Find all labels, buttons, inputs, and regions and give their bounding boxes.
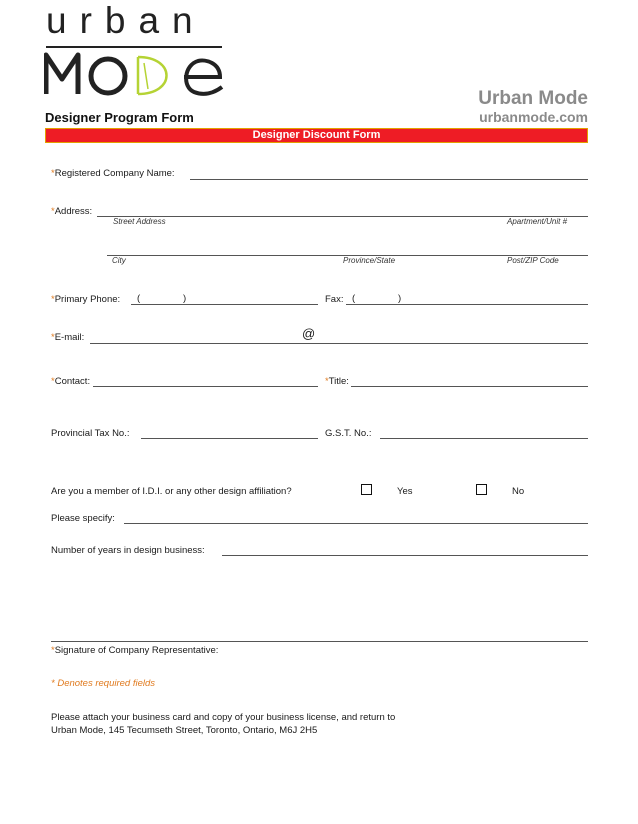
address-label: *Address: (51, 206, 93, 217)
form-banner: Designer Discount Form (45, 128, 588, 143)
fax-input-line[interactable] (346, 304, 588, 305)
gst-label: G.S.T. No.: (325, 428, 372, 439)
specify-label: Please specify: (51, 513, 115, 524)
province-sublabel: Province/State (343, 256, 396, 265)
phone-paren-open: ( (137, 293, 141, 304)
provincial-tax-input-line[interactable] (141, 438, 318, 439)
title-label: *Title: (325, 376, 349, 387)
footer-line-2: Urban Mode, 145 Tecumseth Street, Toronto, Ontario, M6J 2H5 (51, 725, 318, 736)
fax-paren-close: ) (398, 293, 402, 304)
affiliation-question: Are you a member of I.D.I. or any other design affiliation? (51, 486, 292, 497)
company-label: *Registered Company Name: (51, 168, 175, 179)
required-mark: * (51, 168, 55, 179)
postal-sublabel: Post/ZIP Code (507, 256, 559, 265)
email-input-line[interactable] (90, 343, 588, 344)
brand-name: Urban Mode (478, 88, 588, 109)
company-input-line[interactable] (190, 179, 588, 180)
email-at-sign: @ (302, 326, 316, 341)
provincial-tax-label: Provincial Tax No.: (51, 428, 130, 439)
signature-input-line[interactable] (51, 641, 588, 642)
no-label: No (512, 486, 525, 497)
phone-paren-close: ) (183, 293, 187, 304)
form-title: Designer Program Form (45, 110, 194, 125)
street-sublabel: Street Address (113, 217, 166, 226)
footer-instructions (51, 711, 395, 737)
contact-input-line[interactable] (93, 386, 318, 387)
title-input-line[interactable] (351, 386, 588, 387)
fax-label: Fax: (325, 294, 344, 305)
years-input-line[interactable] (222, 555, 588, 556)
phone-input-line[interactable] (131, 304, 318, 305)
email-label: *E-mail: (51, 332, 85, 343)
specify-input-line[interactable] (124, 523, 588, 524)
contact-label: *Contact: (51, 376, 91, 387)
no-checkbox[interactable] (476, 484, 487, 495)
fax-paren-open: ( (352, 293, 356, 304)
logo-mode-graphic (44, 49, 228, 97)
yes-checkbox[interactable] (361, 484, 372, 495)
signature-label: *Signature of Company Representative: (51, 645, 219, 656)
footer-line-1: Please attach your business card and copy of your business license, and return to (51, 712, 396, 723)
brand-url: urbanmode.com (479, 109, 588, 125)
logo-top-word: urban (46, 0, 206, 41)
apartment-sublabel: Apartment/Unit # (507, 217, 568, 226)
logo-rule (46, 46, 222, 48)
years-label: Number of years in design business: (51, 545, 205, 556)
gst-input-line[interactable] (380, 438, 588, 439)
phone-label: *Primary Phone: (51, 294, 121, 305)
city-sublabel: City (112, 256, 126, 265)
required-note: * Denotes required fields (51, 678, 156, 689)
yes-label: Yes (397, 486, 413, 497)
